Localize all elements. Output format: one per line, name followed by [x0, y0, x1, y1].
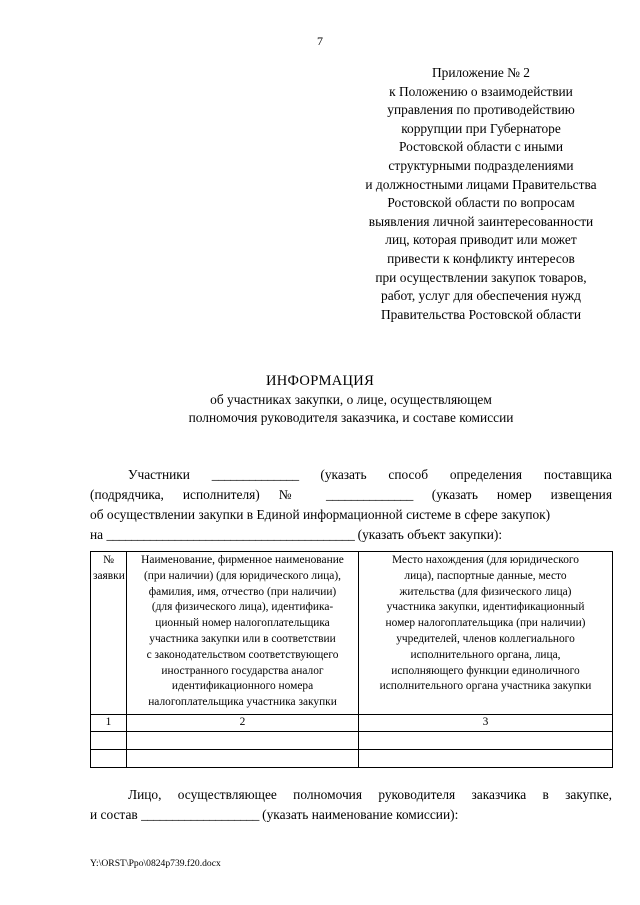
paragraph-line: Лицо, осуществляющее полномочия руководителя заказчика в закупке, — [128, 787, 612, 802]
procurement-object-blank: ________________________________________ — [106, 527, 355, 542]
commission-hint: (указать наименование комиссии): — [262, 807, 459, 822]
document-title: ИНФОРМАЦИЯ — [265, 373, 375, 389]
file-path-footer: Y:\ORST\Ppo\0824p739.f20.docx — [90, 858, 221, 869]
subtitle-line: полномочия руководителя заказчика, и составе комиссии — [188, 410, 514, 425]
page-number: 7 — [317, 34, 323, 48]
object-label: на — [90, 527, 104, 542]
notice-number-blank: ______________ — [326, 487, 413, 502]
appendix-line: управления по противодействию — [387, 102, 575, 118]
table-row — [91, 749, 613, 767]
document-subtitle — [120, 391, 582, 427]
appendix-line: выявления личной заинтересованности — [368, 213, 594, 229]
header-line: № — [103, 554, 114, 566]
table-cell — [359, 731, 613, 749]
header-line: фамилия, имя, отчество (при наличии) — [148, 585, 337, 598]
header-line: исполняющего функции единоличного — [391, 664, 580, 677]
paragraph-line: об осуществлении закупки в Единой информационной системе в сфере закупок) — [90, 507, 551, 522]
paragraph-line — [90, 465, 612, 485]
header-participant-name — [127, 552, 359, 715]
appendix-line: структурными подразделениями — [388, 157, 574, 173]
header-line: Наименование, фирменное наименование — [141, 554, 344, 566]
contractor-label: (подрядчика, исполнителя) № — [90, 487, 308, 502]
header-line: заявки — [93, 569, 125, 582]
commission-blank: ___________________ — [141, 807, 259, 822]
header-line: с законодательством соответствующего — [146, 648, 339, 661]
table-cell — [127, 749, 359, 767]
header-line: участника закупки, идентификационный — [386, 601, 585, 614]
appendix-line: Ростовской области с иными — [398, 139, 564, 155]
appendix-line: Ростовской области по вопросам — [387, 195, 575, 211]
header-line: исполнительного органа участника закупки — [379, 680, 592, 693]
table-row — [91, 731, 613, 749]
column-number: 1 — [91, 715, 127, 732]
header-line: участника закупки или в соответствии — [149, 632, 336, 645]
header-line: исполнительного органа, лица, — [410, 648, 561, 661]
participants-table — [90, 551, 613, 768]
table-header-row — [91, 552, 613, 715]
paragraph-line — [90, 525, 612, 545]
header-line: ционный номер налогоплательщика — [155, 617, 330, 630]
paragraph-line — [90, 485, 612, 505]
appendix-line: лиц, которая приводит или может — [385, 232, 577, 248]
header-line: лица), паспортные данные, место — [404, 569, 567, 582]
procurement-object-hint: (указать объект закупки): — [357, 527, 503, 542]
header-line: Место нахождения (для юридического — [392, 554, 579, 566]
header-line: идентификационного номера — [171, 680, 314, 693]
procurement-method-hint: (указать способ определения поставщика — [320, 467, 612, 482]
table-cell — [127, 731, 359, 749]
customer-head-paragraph — [90, 785, 612, 825]
header-line: учредителей, членов коллегиального — [396, 632, 575, 645]
column-number: 3 — [359, 715, 613, 732]
procurement-method-blank: ______________ — [211, 467, 299, 482]
appendix-line: Приложение № 2 — [431, 65, 531, 80]
subtitle-line: об участниках закупки, о лице, осуществляющем — [210, 392, 492, 407]
header-line: иностранного государства аналог — [161, 664, 324, 677]
column-number-row — [91, 715, 613, 732]
participants-paragraph — [90, 465, 612, 545]
header-line: номер налогоплательщика (при наличии) — [385, 617, 586, 630]
participants-label: Участники — [128, 467, 190, 482]
header-line: налогоплательщика участника закупки — [148, 696, 337, 709]
appendix-line: и должностными лицами Правительства — [365, 176, 597, 192]
appendix-line: при осуществлении закупок товаров, — [375, 269, 587, 285]
appendix-header — [340, 64, 622, 324]
appendix-line: работ, услуг для обеспечения нужд — [381, 288, 581, 304]
header-application-number — [91, 552, 127, 715]
header-participant-location — [359, 552, 613, 715]
commission-label: и состав — [90, 807, 138, 822]
paragraph-line — [90, 805, 612, 825]
appendix-line: Правительства Ростовской области — [380, 306, 582, 322]
header-line: (при наличии) (для юридического лица), — [144, 569, 341, 582]
appendix-line: коррупции при Губернаторе — [401, 120, 561, 136]
appendix-line: к Положению о взаимодействии — [389, 83, 573, 99]
appendix-line: привести к конфликту интересов — [387, 250, 575, 266]
table-cell — [91, 731, 127, 749]
column-number: 2 — [127, 715, 359, 732]
header-line: (для физического лица), идентифика- — [151, 601, 334, 614]
header-line: жительства (для физического лица) — [399, 585, 572, 598]
table-cell — [91, 749, 127, 767]
table-cell — [359, 749, 613, 767]
notice-number-hint: (указать номер извещения — [431, 487, 612, 502]
